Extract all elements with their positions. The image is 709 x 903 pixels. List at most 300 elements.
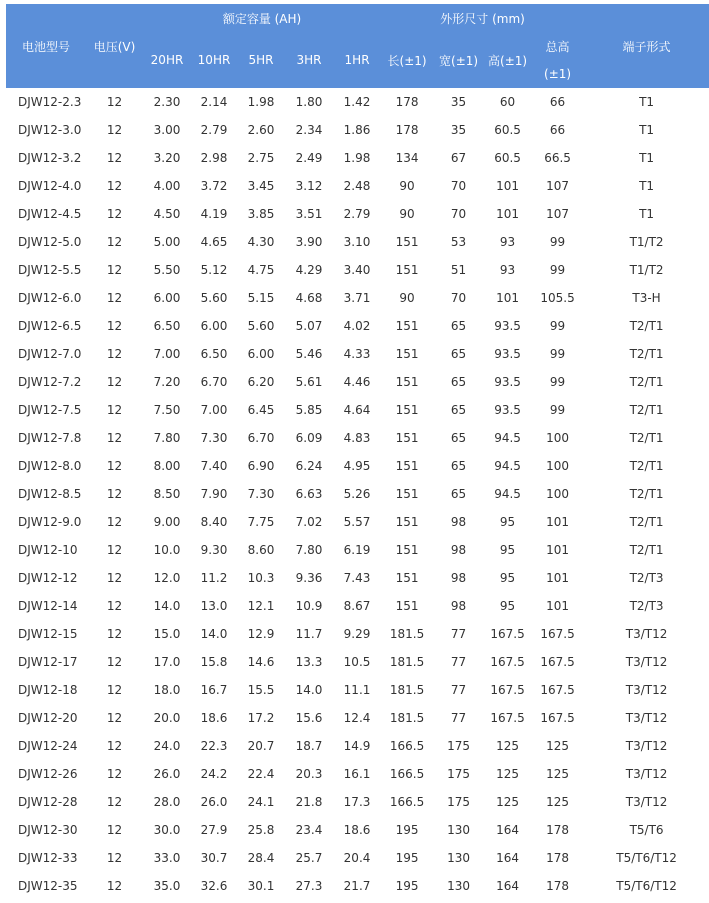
- cell-cap-20hr: 3.00: [153, 123, 181, 137]
- cell-total-height: 107: [546, 179, 570, 193]
- cell-cap-3hr: 2.34: [295, 123, 323, 137]
- cell-cap-20hr: 2.30: [153, 95, 181, 109]
- cell-cap-3hr: 13.3: [295, 655, 323, 669]
- cell-cap-20hr: 9.00: [153, 515, 181, 529]
- cell-model: DJW12-6.5: [18, 319, 82, 333]
- cell-cap-3hr: 20.3: [295, 767, 323, 781]
- table-row: [6, 88, 709, 116]
- cell-height: 93: [499, 235, 516, 249]
- cell-width: 77: [450, 711, 467, 725]
- cell-height: 101: [496, 179, 520, 193]
- cell-total-height: 99: [549, 375, 566, 389]
- table-row: [6, 536, 709, 564]
- cell-cap-1hr: 12.4: [343, 711, 371, 725]
- cell-height: 93.5: [494, 375, 521, 389]
- cell-cap-5hr: 7.75: [247, 515, 275, 529]
- cell-cap-20hr: 35.0: [153, 879, 181, 893]
- cell-cap-20hr: 26.0: [153, 767, 181, 781]
- table-row: [6, 452, 709, 480]
- cell-length: 151: [395, 571, 419, 585]
- cell-length: 151: [395, 487, 419, 501]
- cell-total-height: 101: [546, 515, 570, 529]
- cell-cap-20hr: 7.00: [153, 347, 181, 361]
- cell-cap-10hr: 3.72: [200, 179, 228, 193]
- cell-cap-5hr: 6.00: [247, 347, 275, 361]
- table-row: [6, 144, 709, 172]
- cell-cap-3hr: 9.36: [295, 571, 323, 585]
- cell-height: 94.5: [494, 487, 521, 501]
- cell-cap-20hr: 7.20: [153, 375, 181, 389]
- cell-cap-20hr: 15.0: [153, 627, 181, 641]
- cell-width: 65: [450, 403, 467, 417]
- cell-model: DJW12-14: [18, 599, 78, 613]
- cell-height: 93: [499, 263, 516, 277]
- cell-width: 77: [450, 683, 467, 697]
- cell-width: 65: [450, 459, 467, 473]
- cell-width: 77: [450, 627, 467, 641]
- cell-terminal: T1: [639, 151, 655, 165]
- cell-cap-1hr: 16.1: [343, 767, 371, 781]
- cell-length: 195: [395, 879, 419, 893]
- table-body: [6, 88, 709, 900]
- cell-width: 130: [447, 851, 471, 865]
- cell-cap-1hr: 9.29: [343, 627, 371, 641]
- cell-cap-5hr: 30.1: [247, 879, 275, 893]
- cell-cap-5hr: 6.45: [247, 403, 275, 417]
- cell-width: 65: [450, 375, 467, 389]
- cell-cap-1hr: 5.26: [343, 487, 371, 501]
- cell-cap-10hr: 5.60: [200, 291, 228, 305]
- cell-voltage: 12: [106, 655, 123, 669]
- cell-length: 151: [395, 375, 419, 389]
- cell-cap-5hr: 3.45: [247, 179, 275, 193]
- cell-width: 53: [450, 235, 467, 249]
- cell-length: 151: [395, 235, 419, 249]
- cell-cap-1hr: 8.67: [343, 599, 371, 613]
- header-total-height: 总高: [531, 32, 584, 60]
- cell-width: 70: [450, 179, 467, 193]
- cell-cap-3hr: 5.46: [295, 347, 323, 361]
- cell-cap-3hr: 7.80: [295, 543, 323, 557]
- cell-terminal: T3-H: [632, 291, 661, 305]
- cell-cap-20hr: 12.0: [153, 571, 181, 585]
- cell-cap-10hr: 24.2: [200, 767, 228, 781]
- cell-voltage: 12: [106, 487, 123, 501]
- cell-terminal: T1/T2: [629, 235, 664, 249]
- cell-cap-10hr: 18.6: [200, 711, 228, 725]
- cell-cap-1hr: 20.4: [343, 851, 371, 865]
- cell-cap-5hr: 4.75: [247, 263, 275, 277]
- cell-cap-3hr: 4.29: [295, 263, 323, 277]
- cell-length: 151: [395, 263, 419, 277]
- cell-cap-10hr: 11.2: [200, 571, 228, 585]
- table-row: [6, 508, 709, 536]
- cell-total-height: 99: [549, 263, 566, 277]
- cell-voltage: 12: [106, 543, 123, 557]
- cell-cap-20hr: 17.0: [153, 655, 181, 669]
- cell-total-height: 66: [549, 95, 566, 109]
- cell-cap-1hr: 2.79: [343, 207, 371, 221]
- cell-voltage: 12: [106, 879, 123, 893]
- cell-terminal: T2/T1: [629, 543, 664, 557]
- cell-cap-1hr: 14.9: [343, 739, 371, 753]
- cell-cap-20hr: 10.0: [153, 543, 181, 557]
- cell-length: 181.5: [389, 655, 425, 669]
- cell-cap-1hr: 6.19: [343, 543, 371, 557]
- cell-total-height: 125: [546, 739, 570, 753]
- cell-total-height: 105.5: [540, 291, 575, 305]
- cell-terminal: T5/T6/T12: [616, 879, 677, 893]
- cell-cap-1hr: 1.86: [343, 123, 371, 137]
- cell-cap-20hr: 30.0: [153, 823, 181, 837]
- battery-spec-table: [6, 4, 709, 900]
- cell-voltage: 12: [106, 599, 123, 613]
- cell-terminal: T2/T3: [629, 571, 664, 585]
- cell-cap-1hr: 17.3: [343, 795, 371, 809]
- cell-cap-1hr: 7.43: [343, 571, 371, 585]
- cell-cap-20hr: 18.0: [153, 683, 181, 697]
- cell-total-height: 100: [546, 459, 570, 473]
- cell-height: 101: [496, 291, 520, 305]
- cell-cap-20hr: 14.0: [153, 599, 181, 613]
- cell-cap-5hr: 5.15: [247, 291, 275, 305]
- cell-cap-20hr: 8.50: [153, 487, 181, 501]
- cell-cap-10hr: 13.0: [200, 599, 228, 613]
- cell-cap-3hr: 2.49: [295, 151, 323, 165]
- cell-cap-1hr: 4.83: [343, 431, 371, 445]
- cell-total-height: 167.5: [540, 655, 575, 669]
- table-row: [6, 676, 709, 704]
- cell-width: 65: [450, 431, 467, 445]
- cell-cap-1hr: 3.71: [343, 291, 371, 305]
- cell-voltage: 12: [106, 95, 123, 109]
- cell-cap-10hr: 7.40: [200, 459, 228, 473]
- cell-voltage: 12: [106, 235, 123, 249]
- header-20hr: 20HR: [143, 32, 191, 88]
- cell-voltage: 12: [106, 431, 123, 445]
- cell-model: DJW12-8.5: [18, 487, 82, 501]
- cell-height: 164: [496, 851, 520, 865]
- cell-total-height: 99: [549, 235, 566, 249]
- cell-total-height: 100: [546, 431, 570, 445]
- cell-terminal: T3/T12: [625, 627, 668, 641]
- cell-terminal: T1: [639, 95, 655, 109]
- cell-model: DJW12-7.2: [18, 375, 82, 389]
- cell-cap-5hr: 4.30: [247, 235, 275, 249]
- cell-width: 98: [450, 599, 467, 613]
- header-model: 电池型号: [6, 4, 86, 88]
- cell-length: 151: [395, 543, 419, 557]
- cell-cap-10hr: 27.9: [200, 823, 228, 837]
- cell-height: 60: [499, 95, 516, 109]
- cell-cap-3hr: 1.80: [295, 95, 323, 109]
- cell-cap-20hr: 28.0: [153, 795, 181, 809]
- cell-cap-20hr: 24.0: [153, 739, 181, 753]
- cell-voltage: 12: [106, 123, 123, 137]
- cell-cap-3hr: 15.6: [295, 711, 323, 725]
- cell-voltage: 12: [106, 515, 123, 529]
- cell-cap-3hr: 6.63: [295, 487, 323, 501]
- cell-cap-3hr: 5.07: [295, 319, 323, 333]
- table-header: [6, 4, 709, 88]
- cell-height: 125: [496, 739, 520, 753]
- cell-cap-3hr: 7.02: [295, 515, 323, 529]
- cell-length: 151: [395, 515, 419, 529]
- cell-height: 167.5: [490, 655, 525, 669]
- cell-length: 195: [395, 851, 419, 865]
- cell-cap-3hr: 5.61: [295, 375, 323, 389]
- cell-cap-3hr: 21.8: [295, 795, 323, 809]
- table-row: [6, 368, 709, 396]
- cell-length: 166.5: [389, 739, 425, 753]
- table-row: [6, 200, 709, 228]
- cell-width: 70: [450, 291, 467, 305]
- cell-cap-5hr: 8.60: [247, 543, 275, 557]
- cell-terminal: T3/T12: [625, 655, 668, 669]
- cell-width: 35: [450, 95, 467, 109]
- cell-cap-20hr: 5.50: [153, 263, 181, 277]
- cell-cap-1hr: 2.48: [343, 179, 371, 193]
- cell-width: 98: [450, 571, 467, 585]
- header-dimension-group: 外形尺寸 (mm): [381, 4, 584, 32]
- cell-height: 94.5: [494, 459, 521, 473]
- cell-height: 167.5: [490, 627, 525, 641]
- cell-cap-20hr: 7.80: [153, 431, 181, 445]
- cell-width: 51: [450, 263, 467, 277]
- cell-terminal: T2/T1: [629, 403, 664, 417]
- cell-terminal: T2/T1: [629, 515, 664, 529]
- cell-cap-3hr: 23.4: [295, 823, 323, 837]
- table-row: [6, 396, 709, 424]
- cell-cap-5hr: 20.7: [247, 739, 275, 753]
- cell-voltage: 12: [106, 571, 123, 585]
- cell-model: DJW12-7.8: [18, 431, 82, 445]
- cell-height: 60.5: [494, 123, 521, 137]
- cell-model: DJW12-9.0: [18, 515, 82, 529]
- cell-cap-1hr: 1.42: [343, 95, 371, 109]
- cell-cap-10hr: 2.98: [200, 151, 228, 165]
- cell-length: 90: [399, 179, 415, 193]
- cell-cap-20hr: 4.50: [153, 207, 181, 221]
- cell-voltage: 12: [106, 375, 123, 389]
- table-row: [6, 648, 709, 676]
- table-row: [6, 312, 709, 340]
- cell-cap-5hr: 1.98: [247, 95, 275, 109]
- cell-cap-1hr: 3.10: [343, 235, 371, 249]
- cell-terminal: T1: [639, 207, 655, 221]
- cell-cap-5hr: 14.6: [247, 655, 275, 669]
- cell-total-height: 178: [546, 879, 570, 893]
- cell-cap-5hr: 6.90: [247, 459, 275, 473]
- cell-voltage: 12: [106, 403, 123, 417]
- cell-height: 93.5: [494, 403, 521, 417]
- cell-model: DJW12-35: [18, 879, 78, 893]
- cell-cap-5hr: 2.60: [247, 123, 275, 137]
- cell-length: 90: [399, 207, 415, 221]
- cell-width: 35: [450, 123, 467, 137]
- table-row: [6, 564, 709, 592]
- table-row: [6, 844, 709, 872]
- cell-cap-5hr: 12.1: [247, 599, 275, 613]
- cell-terminal: T1: [639, 179, 655, 193]
- cell-total-height: 167.5: [540, 711, 575, 725]
- cell-height: 95: [499, 515, 516, 529]
- cell-cap-5hr: 25.8: [247, 823, 275, 837]
- cell-model: DJW12-4.5: [18, 207, 82, 221]
- cell-cap-5hr: 10.3: [247, 571, 275, 585]
- cell-terminal: T2/T3: [629, 599, 664, 613]
- cell-total-height: 101: [546, 543, 570, 557]
- cell-length: 151: [395, 459, 419, 473]
- cell-total-height: 125: [546, 767, 570, 781]
- cell-cap-20hr: 8.00: [153, 459, 181, 473]
- table-row: [6, 872, 709, 900]
- cell-cap-5hr: 6.70: [247, 431, 275, 445]
- cell-cap-1hr: 4.46: [343, 375, 371, 389]
- cell-terminal: T2/T1: [629, 487, 664, 501]
- cell-model: DJW12-30: [18, 823, 78, 837]
- cell-cap-10hr: 4.19: [200, 207, 228, 221]
- cell-total-height: 66.5: [544, 151, 571, 165]
- cell-length: 195: [395, 823, 419, 837]
- cell-cap-10hr: 9.30: [200, 543, 228, 557]
- cell-cap-20hr: 33.0: [153, 851, 181, 865]
- cell-cap-3hr: 3.12: [295, 179, 323, 193]
- cell-cap-1hr: 21.7: [343, 879, 371, 893]
- cell-total-height: 107: [546, 207, 570, 221]
- cell-terminal: T3/T12: [625, 795, 668, 809]
- cell-terminal: T1: [639, 123, 655, 137]
- cell-cap-1hr: 1.98: [343, 151, 371, 165]
- table-row: [6, 704, 709, 732]
- cell-length: 181.5: [389, 627, 425, 641]
- cell-length: 151: [395, 599, 419, 613]
- cell-cap-1hr: 4.95: [343, 459, 371, 473]
- cell-voltage: 12: [106, 795, 123, 809]
- cell-total-height: 66: [549, 123, 566, 137]
- cell-cap-3hr: 3.51: [295, 207, 323, 221]
- header-1hr: 1HR: [333, 32, 381, 88]
- cell-height: 167.5: [490, 711, 525, 725]
- header-length: 长(±1): [381, 32, 433, 88]
- cell-width: 67: [450, 151, 467, 165]
- header-3hr: 3HR: [285, 32, 333, 88]
- cell-cap-1hr: 10.5: [343, 655, 371, 669]
- cell-model: DJW12-15: [18, 627, 78, 641]
- cell-length: 151: [395, 403, 419, 417]
- cell-length: 166.5: [389, 767, 425, 781]
- cell-cap-1hr: 18.6: [343, 823, 371, 837]
- header-terminal: 端子形式: [584, 4, 709, 88]
- cell-cap-3hr: 25.7: [295, 851, 323, 865]
- cell-voltage: 12: [106, 207, 123, 221]
- cell-length: 151: [395, 319, 419, 333]
- cell-terminal: T1/T2: [629, 263, 664, 277]
- cell-model: DJW12-7.0: [18, 347, 82, 361]
- cell-total-height: 167.5: [540, 683, 575, 697]
- cell-width: 65: [450, 319, 467, 333]
- cell-height: 101: [496, 207, 520, 221]
- cell-total-height: 178: [546, 823, 570, 837]
- table-row: [6, 284, 709, 312]
- cell-cap-10hr: 14.0: [200, 627, 228, 641]
- table-row: [6, 788, 709, 816]
- cell-model: DJW12-18: [18, 683, 78, 697]
- cell-cap-1hr: 5.57: [343, 515, 371, 529]
- battery-spec-table-container: [6, 4, 709, 900]
- table-row: [6, 116, 709, 144]
- cell-voltage: 12: [106, 739, 123, 753]
- cell-total-height: 100: [546, 487, 570, 501]
- cell-cap-10hr: 7.00: [200, 403, 228, 417]
- cell-width: 175: [447, 795, 471, 809]
- cell-cap-5hr: 15.5: [247, 683, 275, 697]
- cell-model: DJW12-2.3: [18, 95, 82, 109]
- cell-cap-20hr: 4.00: [153, 179, 181, 193]
- cell-width: 175: [447, 739, 471, 753]
- cell-length: 134: [395, 151, 419, 165]
- cell-width: 130: [447, 879, 471, 893]
- cell-cap-1hr: 4.02: [343, 319, 371, 333]
- cell-height: 95: [499, 571, 516, 585]
- cell-width: 98: [450, 515, 467, 529]
- cell-voltage: 12: [106, 291, 123, 305]
- cell-model: DJW12-4.0: [18, 179, 82, 193]
- cell-cap-5hr: 5.60: [247, 319, 275, 333]
- cell-cap-10hr: 6.50: [200, 347, 228, 361]
- table-row: [6, 592, 709, 620]
- cell-cap-10hr: 30.7: [200, 851, 228, 865]
- cell-cap-10hr: 5.12: [200, 263, 228, 277]
- table-row: [6, 256, 709, 284]
- cell-cap-10hr: 32.6: [200, 879, 228, 893]
- cell-cap-3hr: 27.3: [295, 879, 323, 893]
- cell-cap-10hr: 22.3: [200, 739, 228, 753]
- cell-cap-10hr: 7.90: [200, 487, 228, 501]
- cell-voltage: 12: [106, 627, 123, 641]
- cell-length: 181.5: [389, 683, 425, 697]
- cell-height: 164: [496, 879, 520, 893]
- cell-terminal: T3/T12: [625, 739, 668, 753]
- cell-total-height: 178: [546, 851, 570, 865]
- cell-height: 125: [496, 767, 520, 781]
- cell-cap-5hr: 28.4: [247, 851, 275, 865]
- cell-terminal: T2/T1: [629, 431, 664, 445]
- cell-cap-1hr: 3.40: [343, 263, 371, 277]
- cell-terminal: T3/T12: [625, 711, 668, 725]
- cell-cap-20hr: 6.00: [153, 291, 181, 305]
- cell-cap-1hr: 4.64: [343, 403, 371, 417]
- cell-height: 95: [499, 599, 516, 613]
- cell-terminal: T2/T1: [629, 459, 664, 473]
- header-width: 宽(±1): [433, 32, 484, 88]
- cell-terminal: T5/T6/T12: [616, 851, 677, 865]
- cell-voltage: 12: [106, 711, 123, 725]
- cell-length: 90: [399, 291, 415, 305]
- table-row: [6, 228, 709, 256]
- cell-terminal: T2/T1: [629, 319, 664, 333]
- cell-cap-5hr: 22.4: [247, 767, 275, 781]
- cell-width: 65: [450, 487, 467, 501]
- cell-cap-10hr: 8.40: [200, 515, 228, 529]
- cell-terminal: T3/T12: [625, 767, 668, 781]
- cell-model: DJW12-20: [18, 711, 78, 725]
- cell-total-height: 125: [546, 795, 570, 809]
- cell-model: DJW12-3.2: [18, 151, 82, 165]
- cell-voltage: 12: [106, 151, 123, 165]
- header-10hr: 10HR: [191, 32, 237, 88]
- cell-voltage: 12: [106, 319, 123, 333]
